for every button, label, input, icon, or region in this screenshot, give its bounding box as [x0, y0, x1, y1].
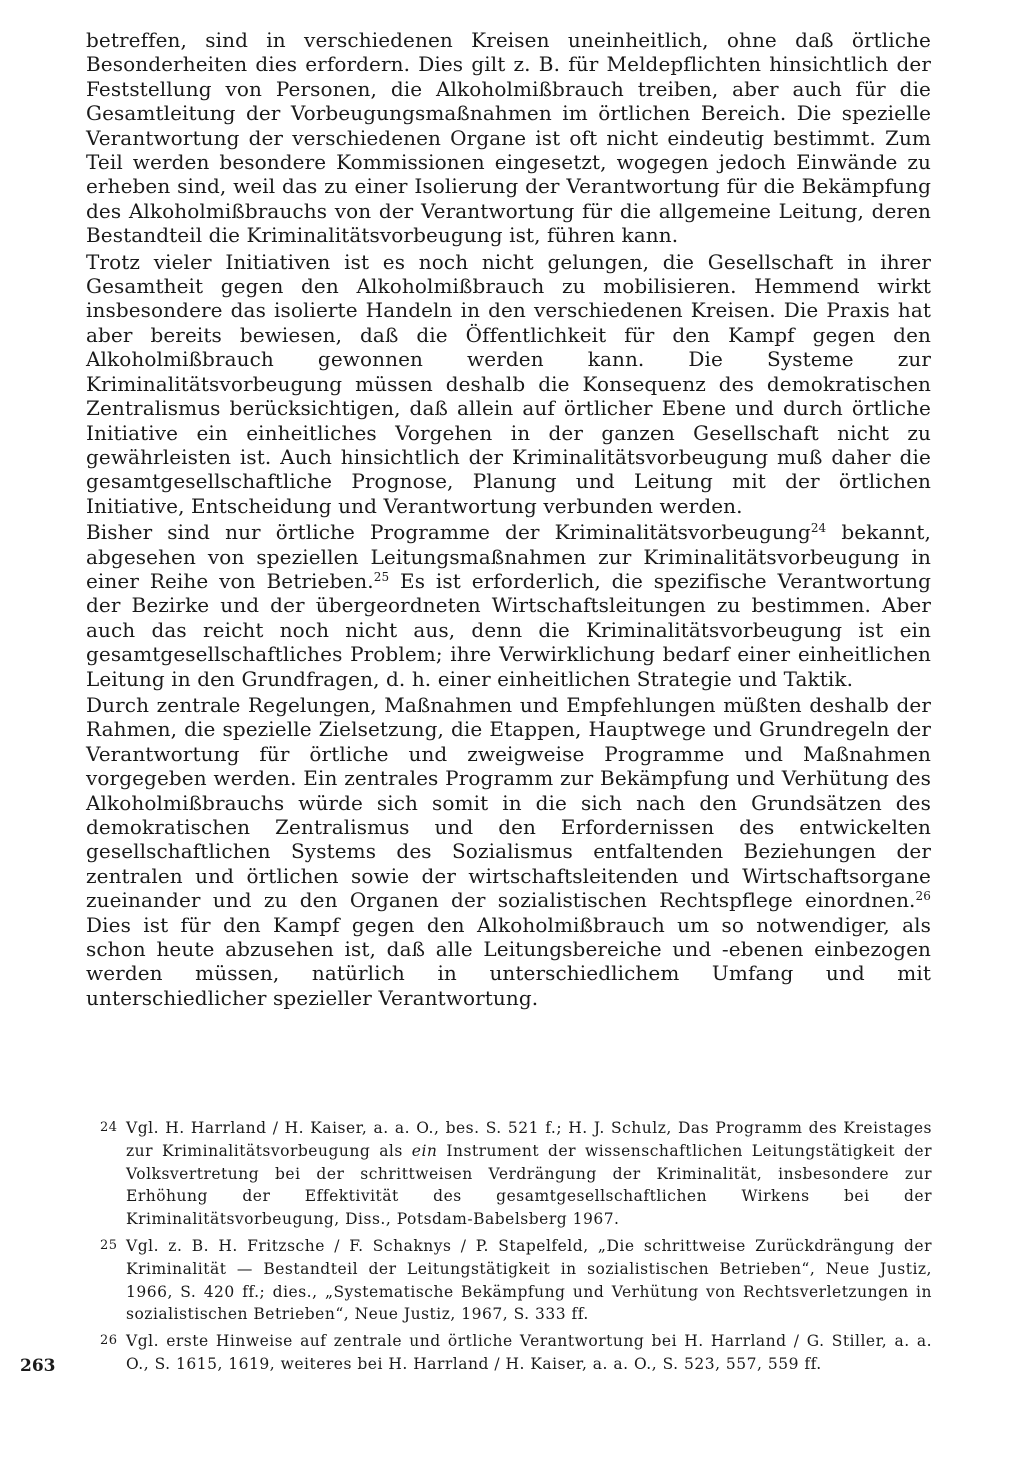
page-number: 263 — [20, 1356, 56, 1376]
text-run: bekannt, abgesehen von speziellen Leitungsmaßnahmen zur Kriminalitätsvorbeugung in einer Reihe von Betrieben. — [86, 520, 931, 593]
text-run: Durch zentrale Regelungen, Maßnahmen und Empfehlungen müßten deshalb der Rahmen, die spezielle Zielsetzung, die Etappen, Hauptwege und Grundregeln der Verantwortung für örtliche und zweigweise Programme und Maßnahmen vorgegeben werden. Ein zentrales Programm zur Bekämpfung und Verhütung des Alkoholmißbrauchs würde sich somit in die sich nach den Grundsätzen des demokratischen Zentralismus und den Erfordernissen des entwickelten gesellschaftlichen Systems des Sozialismus entfaltenden Beziehungen der zentralen und örtlichen sowie der wirtschaftsleitenden und Wirtschaftsorgane zueinander und zu den Organen der sozialistischen Rechtspflege einordnen. — [86, 692, 931, 913]
text-run: Vgl. erste Hinweise auf zentrale und örtliche Verantwortung bei H. Harrland / G. Stiller, a. a. O., S. 1615, 1619, weiteres bei H. Harrland / H. Kaiser, a. a. O., S. 523, 557, 559 ff. — [126, 1332, 932, 1373]
page-body — [86, 28, 931, 1012]
text-run: Dies ist für den Kampf gegen den Alkoholmißbrauch um so notwendiger, als schon heute abzusehen ist, daß alle Leitungsbereiche und -ebenen einbezogen werden müssen, natürlich in unterschiedlichem Umfang und mit unterschiedlicher spezieller Verantwortung. — [86, 912, 931, 1010]
footnote-text — [126, 1119, 932, 1228]
text-run: Trotz vieler Initiativen ist es noch nicht gelungen, die Gesellschaft in ihrer Gesamtheit gegen den Alkoholmißbrauch zu mobilisieren. Hemmend wirkt insbesondere das isolierte Handeln in den verschiedenen Kreisen. Die Praxis hat aber bereits bewiesen, daß die Öffentlichkeit für den Kampf gegen den Alkoholmißbrauch gewonnen werden kann. Die Systeme zur Kriminalitätsvorbeugung müssen deshalb die Konsequenz des demokratischen Zentralismus berücksichtigen, daß allein auf örtlicher Ebene und durch örtliche Initiative ein einheitliches Vorgehen in der ganzen Gesellschaft nicht zu gewährleisten ist. Auch hinsichtlich der Kriminalitätsvorbeugung muß daher die gesamtgesellschaftliche Prognose, Planung und Leitung mit der örtlichen Initiative, Entscheidung und Verantwortung verbunden werden. — [86, 249, 931, 518]
footnote-number: 24 — [100, 1120, 118, 1135]
text-run: Vgl. H. Harrland / H. Kaiser, a. a. O., bes. S. 521 f.; H. J. Schulz, Das Programm des Kreistages zur Kriminalitätsvorbeugung als — [126, 1119, 932, 1160]
text-run: Instrument der wissenschaftlichen Leitungstätigkeit der Volksvertretung bei der schrittweisen Verdrängung der Kriminalität, insbesondere zur Erhöhung der Effektivität des gesamtgesellschaftlichen Wirkens bei der Kriminalitätsvorbeugung, Diss., Potsdam-Babelsberg 1967. — [126, 1141, 932, 1229]
text-run: Es ist erforderlich, die spezifische Verantwortung der Bezirke und der übergeordneten Wirtschaftsleitungen zu bestimmen. Aber auch das reicht noch nicht aus, denn die Kriminalitätsvorbeugung ist ein gesamtgesellschaftliches Problem; ihre Verwirklichung bedarf einer einheitlichen Leitung in den Grundfragen, d. h. einer einheitlichen Strategie und Taktik. — [86, 568, 931, 691]
text-run: betreffen, sind in verschiedenen Kreisen uneinheitlich, ohne daß örtliche Besonderheiten dies erfordern. Dies gilt z. B. für Meldepflichten hinsichtlich der Feststellung von Personen, die Alkoholmißbrauch treiben, aber auch für die Gesamtleitung der Vorbeugungsmaßnahmen im örtlichen Bereich. Die spezielle Verantwortung der verschiedenen Organe ist oft nicht eindeutig bestimmt. Zum Teil werden besondere Kommissionen eingesetzt, wogegen jedoch Einwände zu erheben sind, weil das zu einer Isolierung der Verantwortung für die Bekämpfung des Alkoholmißbrauchs von der Verantwortung für die allgemeine Leitung, deren Bestandteil die Kriminalitätsvorbeugung ist, führen kann. — [86, 28, 931, 248]
footnote-text — [126, 1332, 932, 1373]
footnotes-section — [100, 1117, 932, 1380]
footnote-reference: 26 — [915, 889, 931, 904]
body-paragraph — [86, 520, 931, 691]
footnote-reference: 24 — [810, 521, 827, 536]
body-paragraph — [86, 693, 931, 1010]
footnote-reference: 25 — [373, 569, 390, 584]
emphasized-text: ein — [411, 1141, 438, 1160]
text-run: Bisher sind nur örtliche Programme der Kriminalitätsvorbeugung — [86, 520, 811, 545]
body-paragraph — [86, 28, 931, 248]
footnote-number: 25 — [100, 1237, 118, 1253]
footnote-text — [126, 1237, 932, 1323]
footnote — [100, 1235, 932, 1326]
footnote-number: 26 — [100, 1333, 118, 1349]
text-run: Vgl. z. B. H. Fritzsche / F. Schaknys / P. Stapelfeld, „Die schrittweise Zurückdrängung der Kriminalität — Bestandteil der Leitungstätigkeit in sozialistischen Betrieben“, Neue Justiz, 1966, S. 420 ff.; dies., „Systematische Bekämpfung und Verhütung von Rechtsverletzungen in sozialistischen Betrieben“, Neue Justiz, 1967, S. 333 ff. — [126, 1236, 932, 1324]
footnote — [100, 1330, 932, 1376]
body-paragraph — [86, 250, 931, 518]
footnote — [100, 1117, 932, 1231]
